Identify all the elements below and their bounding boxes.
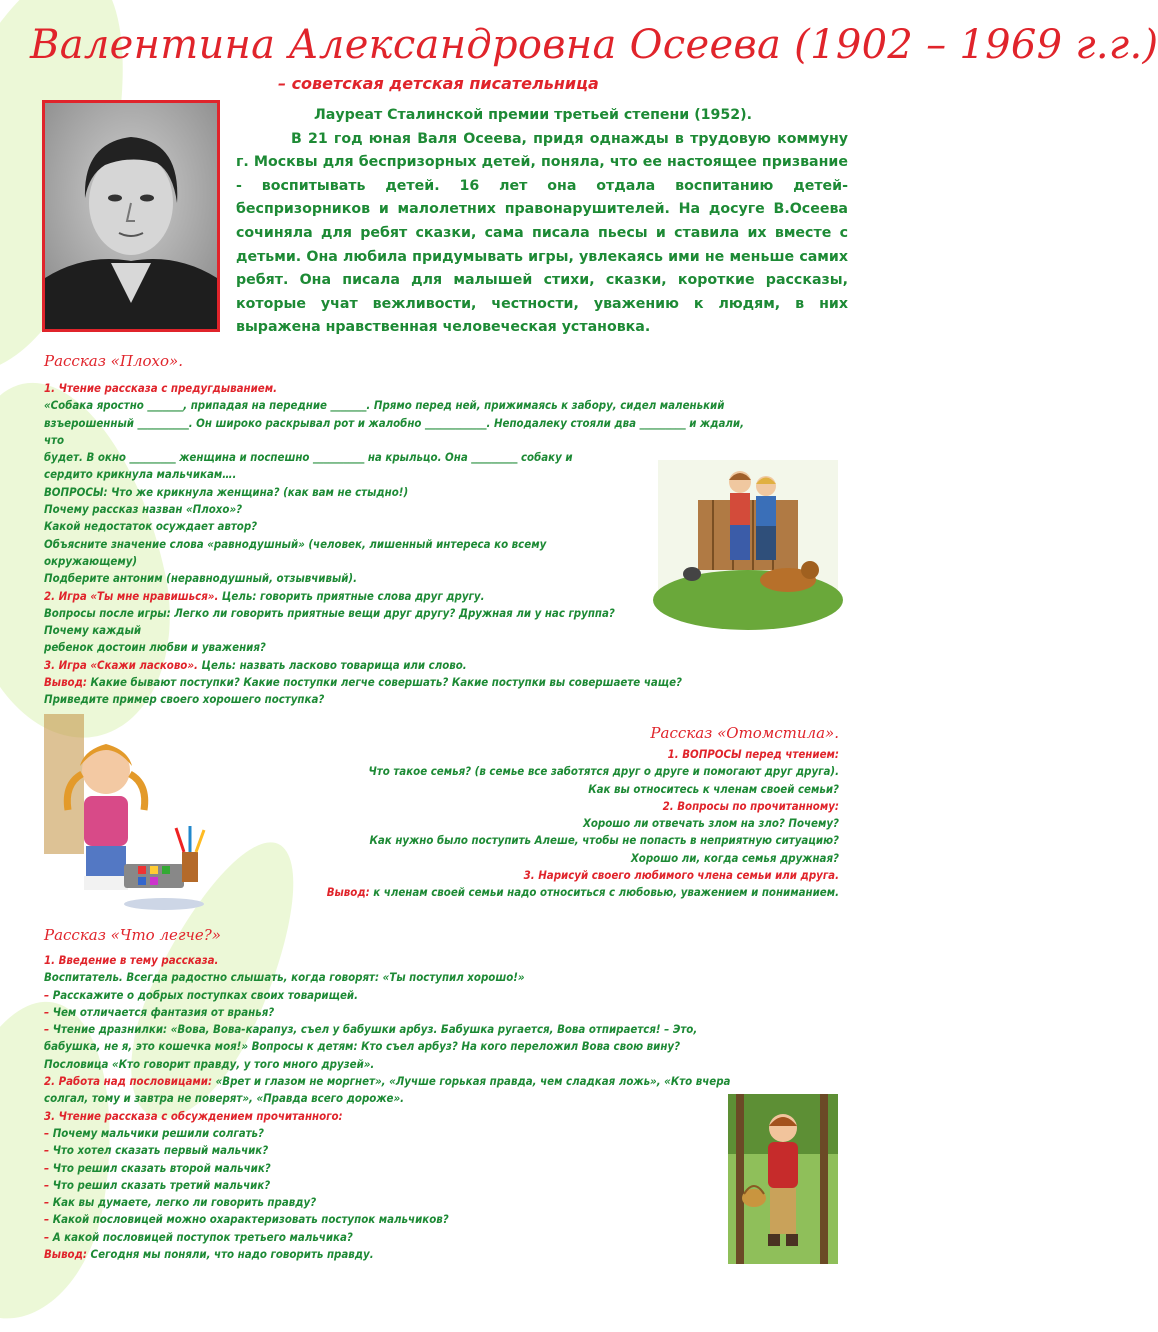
- text-line: [44, 691, 834, 708]
- text-line: [44, 674, 834, 691]
- line-text: окружающему): [44, 553, 138, 568]
- line-text: Чем отличается фантазия от вранья?: [49, 1004, 275, 1019]
- text-line: [259, 867, 839, 884]
- text-line: [44, 1229, 834, 1246]
- illustration-boy-basket: [728, 1094, 838, 1264]
- line-text: «Собака яростно _______, припадая на передние _______. Прямо перед ней, прижимаясь к забору, сидел маленький: [44, 398, 725, 413]
- line-text: ребенок достоин любви и уважения?: [44, 640, 266, 655]
- line-text: будет. В окно _________ женщина и поспешно __________ на крыльцо. Она _________ собаку и: [44, 450, 573, 465]
- text-line: [44, 1038, 834, 1055]
- line-text: Какой пословицей можно охарактеризовать поступок мальчиков?: [49, 1212, 449, 1227]
- line-label: –: [44, 1125, 50, 1140]
- line-text: Чтение дразнилки: «Вова, Вова-карапуз, съел у бабушки арбуз. Бабушка ругается, Вова отпирается! – Это,: [49, 1022, 698, 1037]
- line-label: 2. Работа над пословицами:: [44, 1074, 213, 1089]
- text-line: [44, 1246, 834, 1263]
- line-text: взъерошенный __________. Он широко раскрывал рот и жалобно ____________. Неподалеку стояли два _________ и ждали,: [44, 415, 744, 430]
- text-line: [259, 763, 839, 780]
- bio-paragraph: Лауреат Сталинской премии третьей степени (1952).: [314, 107, 753, 123]
- line-label: –: [44, 1022, 50, 1037]
- line-text: Почему рассказ назван «Плохо»?: [44, 502, 243, 517]
- line-text: А какой пословицей поступок третьего мальчика?: [49, 1229, 353, 1244]
- text-line: [44, 952, 834, 969]
- text-line: [44, 1056, 834, 1073]
- line-text: Расскажите о добрых поступках своих товарищей.: [49, 987, 358, 1002]
- line-text: Как нужно было поступить Алеше, чтобы не попасть в неприятную ситуацию?: [369, 833, 839, 848]
- line-text: Как вы думаете, легко ли говорить правду?: [49, 1195, 317, 1210]
- author-portrait: [42, 100, 220, 332]
- line-text: 2. Вопросы по прочитанному:: [662, 798, 839, 813]
- line-text: Пословица «Кто говорит правду, у того много друзей».: [44, 1056, 375, 1071]
- line-text: Цель: говорить приятные слова друг другу.: [218, 588, 485, 603]
- line-text: 1. ВОПРОСЫ перед чтением:: [667, 747, 839, 761]
- line-text: 3. Нарисуй своего любимого члена семьи или друга.: [523, 868, 839, 883]
- line-text: Воспитатель. Всегда радостно слышать, когда говорят: «Ты поступил хорошо!»: [44, 970, 525, 985]
- line-text: Какой недостаток осуждает автор?: [44, 519, 258, 534]
- line-text: Что хотел сказать первый мальчик?: [49, 1143, 269, 1158]
- line-label: –: [44, 1143, 50, 1158]
- text-line: [44, 1073, 834, 1090]
- line-text: Что решил сказать второй мальчик?: [49, 1160, 271, 1175]
- line-label: –: [44, 1195, 50, 1210]
- line-label: –: [44, 1177, 50, 1192]
- text-line: [259, 884, 839, 901]
- line-label: –: [44, 987, 50, 1002]
- text-line: [44, 1021, 834, 1038]
- line-label: Вывод:: [326, 885, 370, 900]
- line-label: –: [44, 1004, 50, 1019]
- text-line: [44, 1177, 834, 1194]
- text-line: [44, 1142, 834, 1159]
- line-label: 2. Игра «Ты мне нравишься».: [44, 588, 219, 603]
- line-text: Хорошо ли, когда семья дружная?: [630, 850, 839, 865]
- text-line: [44, 1194, 834, 1211]
- line-label: –: [44, 1229, 50, 1244]
- line-label: 3. Игра «Скажи ласково».: [44, 657, 198, 672]
- text-line: [44, 1108, 834, 1125]
- text-line: [259, 815, 839, 832]
- text-line: [44, 1211, 834, 1228]
- line-text: ВОПРОСЫ: Что же крикнула женщина? (как вам не стыдно!): [44, 484, 409, 499]
- story-chto-legche-text: [44, 952, 834, 1263]
- text-line: [44, 969, 834, 986]
- text-line: [44, 1004, 834, 1021]
- line-text: Что такое семья? (в семье все заботятся друг о друге и помогают друг друга).: [368, 764, 839, 779]
- story-title-plokho: Рассказ «Плохо».: [44, 352, 183, 370]
- text-line: [44, 1160, 834, 1177]
- illustration-crying-girl: [44, 714, 214, 914]
- bio-paragraph: В 21 год юная Валя Осеева, придя однажды в трудовую коммуну г. Москвы для беспризорных детей, поняла, что ее настоящее призвание - воспитывать детей. 16 лет она отдала воспитанию детей-беспризорников и малолетних правонарушителей. На досуге В.Осеева сочиняла для ребят сказки, сама писала пьесы и ставила их вместе с детьми. Она любила придумывать игры, увлекаясь ими не меньше самих ребят. Она писала для малышей стихи, сказки, короткие рассказы, которые учат вежливости, честности, уважению к людям, в них выражена нравственная человеческая установка.: [236, 130, 848, 336]
- line-text: Хорошо ли отвечать злом на зло? Почему?: [582, 816, 839, 831]
- text-line: [44, 639, 834, 656]
- text-line: [44, 1090, 834, 1107]
- line-text: Почему мальчики решили солгать?: [49, 1125, 264, 1140]
- text-line: [44, 987, 834, 1004]
- line-text: к членам своей семьи надо относиться с любовью, уважением и пониманием.: [369, 885, 839, 900]
- line-text: сердито крикнула мальчикам….: [44, 467, 237, 482]
- line-text: 1. Чтение рассказа с предугдыванием.: [44, 381, 277, 395]
- page-title: Валентина Александровна Осеева (1902 – 1969 г.г.): [30, 22, 1158, 68]
- story-title-otomstila: Рассказ «Отомстила».: [650, 724, 839, 742]
- text-line: [259, 746, 839, 763]
- line-text: Подберите антоним (неравнодушный, отзывчивый).: [44, 571, 357, 586]
- text-line: [44, 397, 834, 414]
- line-text: Как вы относитесь к членам своей семьи?: [588, 781, 839, 796]
- portrait-image: [45, 103, 217, 329]
- line-text: «Врет и глазом не моргнет», «Лучше горькая правда, чем сладкая ложь», «Кто вчера: [212, 1074, 731, 1089]
- text-line: [44, 415, 834, 432]
- text-line: [44, 432, 834, 449]
- line-text: Вопросы после игры: Легко ли говорить приятные вещи друг другу? Дружная ли у нас группа?: [44, 605, 615, 620]
- story-otomstila-text: [259, 746, 839, 902]
- text-line: [259, 798, 839, 815]
- line-label: Вывод:: [44, 1247, 87, 1262]
- line-text: Почему каждый: [44, 623, 142, 638]
- text-line: [259, 832, 839, 849]
- line-text: солгал, тому и завтра не поверят», «Правда всего дороже».: [44, 1091, 405, 1106]
- author-biography: [236, 104, 848, 340]
- line-text: Приведите пример своего хорошего поступка?: [44, 692, 325, 707]
- line-text: Цель: назвать ласково товарища или слово.: [197, 657, 467, 672]
- line-label: Вывод:: [44, 675, 87, 690]
- line-label: –: [44, 1212, 50, 1227]
- illustration-boys-dog: [658, 460, 838, 610]
- text-line: [44, 380, 834, 397]
- line-text: Сегодня мы поняли, что надо говорить правду.: [86, 1247, 374, 1262]
- text-line: [44, 1125, 834, 1142]
- text-line: [259, 850, 839, 867]
- line-text: что: [44, 432, 65, 447]
- line-text: 3. Чтение рассказа с обсуждением прочитанного:: [44, 1108, 343, 1123]
- text-line: [259, 781, 839, 798]
- line-text: Какие бывают поступки? Какие поступки легче совершать? Какие поступки вы совершаете чаще?: [86, 675, 682, 690]
- page-subtitle: – советская детская писательница: [278, 74, 599, 93]
- line-label: –: [44, 1160, 50, 1175]
- line-text: 1. Введение в тему рассказа.: [44, 953, 219, 967]
- line-text: бабушка, не я, это кошечка моя!» Вопросы к детям: Кто съел арбуз? На кого переложил Вова свою вину?: [44, 1039, 681, 1054]
- line-text: Что решил сказать третий мальчик?: [49, 1177, 271, 1192]
- text-line: [44, 657, 834, 674]
- story-title-chto-legche: Рассказ «Что легче?»: [44, 926, 221, 944]
- line-text: Объясните значение слова «равнодушный» (человек, лишенный интереса ко всему: [44, 536, 547, 551]
